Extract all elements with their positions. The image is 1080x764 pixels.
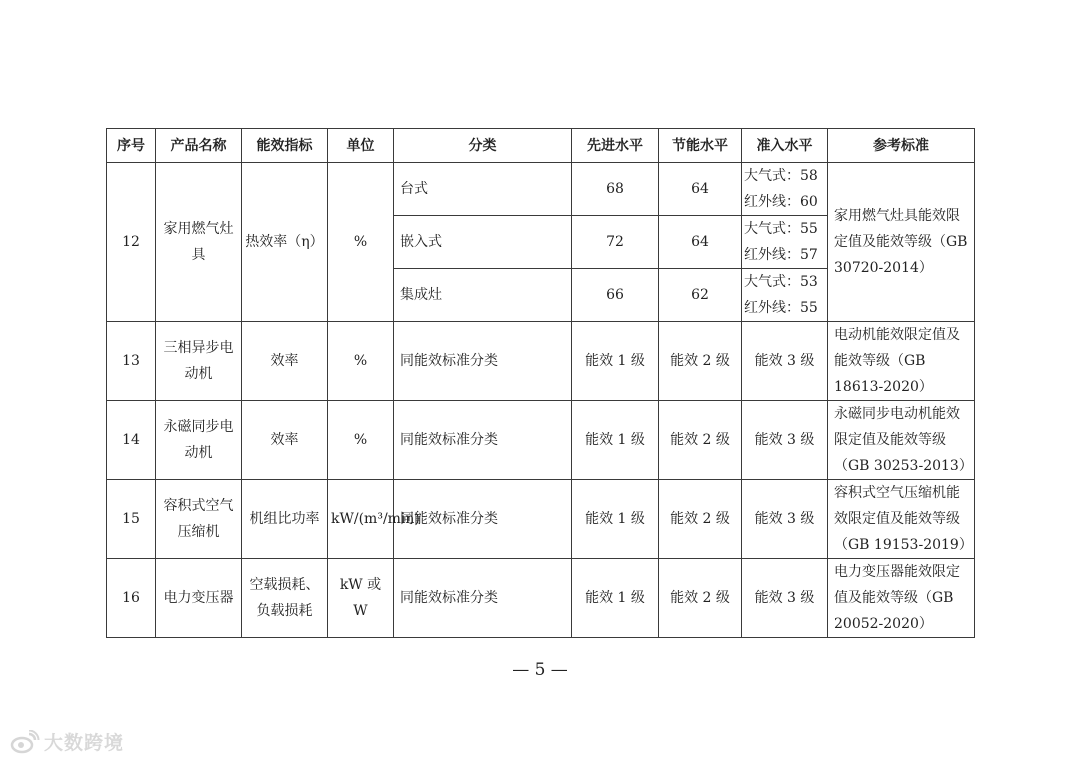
entry-value bbox=[742, 269, 828, 322]
entry-value: 能效 3 级 bbox=[742, 559, 828, 638]
header-advanced: 先进水平 bbox=[572, 129, 659, 163]
entry-line: 大气式：55 bbox=[744, 221, 818, 237]
reference-standard: 永磁同步电动机能效限定值及能效等级（GB 30253-2013） bbox=[828, 401, 975, 480]
category: 同能效标准分类 bbox=[394, 401, 572, 480]
entry-value: 能效 3 级 bbox=[742, 480, 828, 559]
indicator: 空载损耗、负载损耗 bbox=[242, 559, 328, 638]
entry-line: 红外线：55 bbox=[744, 300, 818, 316]
product-name: 电力变压器 bbox=[156, 559, 242, 638]
watermark bbox=[10, 728, 124, 755]
header-entry: 准入水平 bbox=[742, 129, 828, 163]
saving-value: 64 bbox=[659, 216, 742, 269]
unit: kW 或 W bbox=[328, 559, 394, 638]
entry-value: 能效 3 级 bbox=[742, 322, 828, 401]
table-row bbox=[107, 480, 975, 559]
reference-standard: 电力变压器能效限定值及能效等级（GB 20052-2020） bbox=[828, 559, 975, 638]
product-name: 家用燃气灶具 bbox=[156, 163, 242, 322]
row-no: 15 bbox=[107, 480, 156, 559]
category: 同能效标准分类 bbox=[394, 480, 572, 559]
row-no: 13 bbox=[107, 322, 156, 401]
product-name: 容积式空气压缩机 bbox=[156, 480, 242, 559]
unit: % bbox=[328, 401, 394, 480]
advanced-value: 66 bbox=[572, 269, 659, 322]
product-name: 三相异步电动机 bbox=[156, 322, 242, 401]
reference-standard: 电动机能效限定值及能效等级（GB 18613-2020） bbox=[828, 322, 975, 401]
table-header-row bbox=[107, 129, 975, 163]
category: 集成灶 bbox=[394, 269, 572, 322]
page-number: — 5 — bbox=[512, 660, 568, 680]
indicator: 效率 bbox=[242, 401, 328, 480]
header-product-name: 产品名称 bbox=[156, 129, 242, 163]
category: 嵌入式 bbox=[394, 216, 572, 269]
unit: kW/(m³/min) bbox=[328, 480, 394, 559]
unit: % bbox=[328, 163, 394, 322]
reference-standard: 容积式空气压缩机能效限定值及能效等级（GB 19153-2019） bbox=[828, 480, 975, 559]
product-name: 永磁同步电动机 bbox=[156, 401, 242, 480]
advanced-value: 72 bbox=[572, 216, 659, 269]
category: 台式 bbox=[394, 163, 572, 216]
table-row bbox=[107, 163, 975, 216]
entry-value bbox=[742, 163, 828, 216]
row-no: 16 bbox=[107, 559, 156, 638]
row-no: 12 bbox=[107, 163, 156, 322]
watermark-text: 大数跨境 bbox=[44, 732, 125, 754]
header-indicator: 能效指标 bbox=[242, 129, 328, 163]
entry-line: 大气式：53 bbox=[744, 274, 818, 290]
header-no: 序号 bbox=[107, 129, 156, 163]
header-standard: 参考标准 bbox=[828, 129, 975, 163]
advanced-value: 能效 1 级 bbox=[572, 480, 659, 559]
entry-line: 红外线：57 bbox=[744, 247, 818, 263]
saving-value: 能效 2 级 bbox=[659, 559, 742, 638]
saving-value: 能效 2 级 bbox=[659, 480, 742, 559]
row-no: 14 bbox=[107, 401, 156, 480]
advanced-value: 68 bbox=[572, 163, 659, 216]
category: 同能效标准分类 bbox=[394, 559, 572, 638]
table-row bbox=[107, 559, 975, 638]
reference-standard: 家用燃气灶具能效限定值及能效等级（GB 30720-2014） bbox=[828, 163, 975, 322]
indicator: 热效率（η） bbox=[242, 163, 328, 322]
advanced-value: 能效 1 级 bbox=[572, 322, 659, 401]
weibo-logo-icon bbox=[10, 730, 40, 754]
saving-value: 62 bbox=[659, 269, 742, 322]
indicator: 效率 bbox=[242, 322, 328, 401]
energy-efficiency-table bbox=[106, 128, 975, 638]
entry-line: 红外线：60 bbox=[744, 194, 818, 210]
header-category: 分类 bbox=[394, 129, 572, 163]
saving-value: 能效 2 级 bbox=[659, 322, 742, 401]
saving-value: 能效 2 级 bbox=[659, 401, 742, 480]
indicator: 机组比功率 bbox=[242, 480, 328, 559]
header-unit: 单位 bbox=[328, 129, 394, 163]
saving-value: 64 bbox=[659, 163, 742, 216]
header-saving: 节能水平 bbox=[659, 129, 742, 163]
unit: % bbox=[328, 322, 394, 401]
advanced-value: 能效 1 级 bbox=[572, 559, 659, 638]
entry-line: 大气式：58 bbox=[744, 168, 818, 184]
table-row bbox=[107, 322, 975, 401]
advanced-value: 能效 1 级 bbox=[572, 401, 659, 480]
table-row bbox=[107, 401, 975, 480]
category: 同能效标准分类 bbox=[394, 322, 572, 401]
entry-value bbox=[742, 216, 828, 269]
entry-value: 能效 3 级 bbox=[742, 401, 828, 480]
